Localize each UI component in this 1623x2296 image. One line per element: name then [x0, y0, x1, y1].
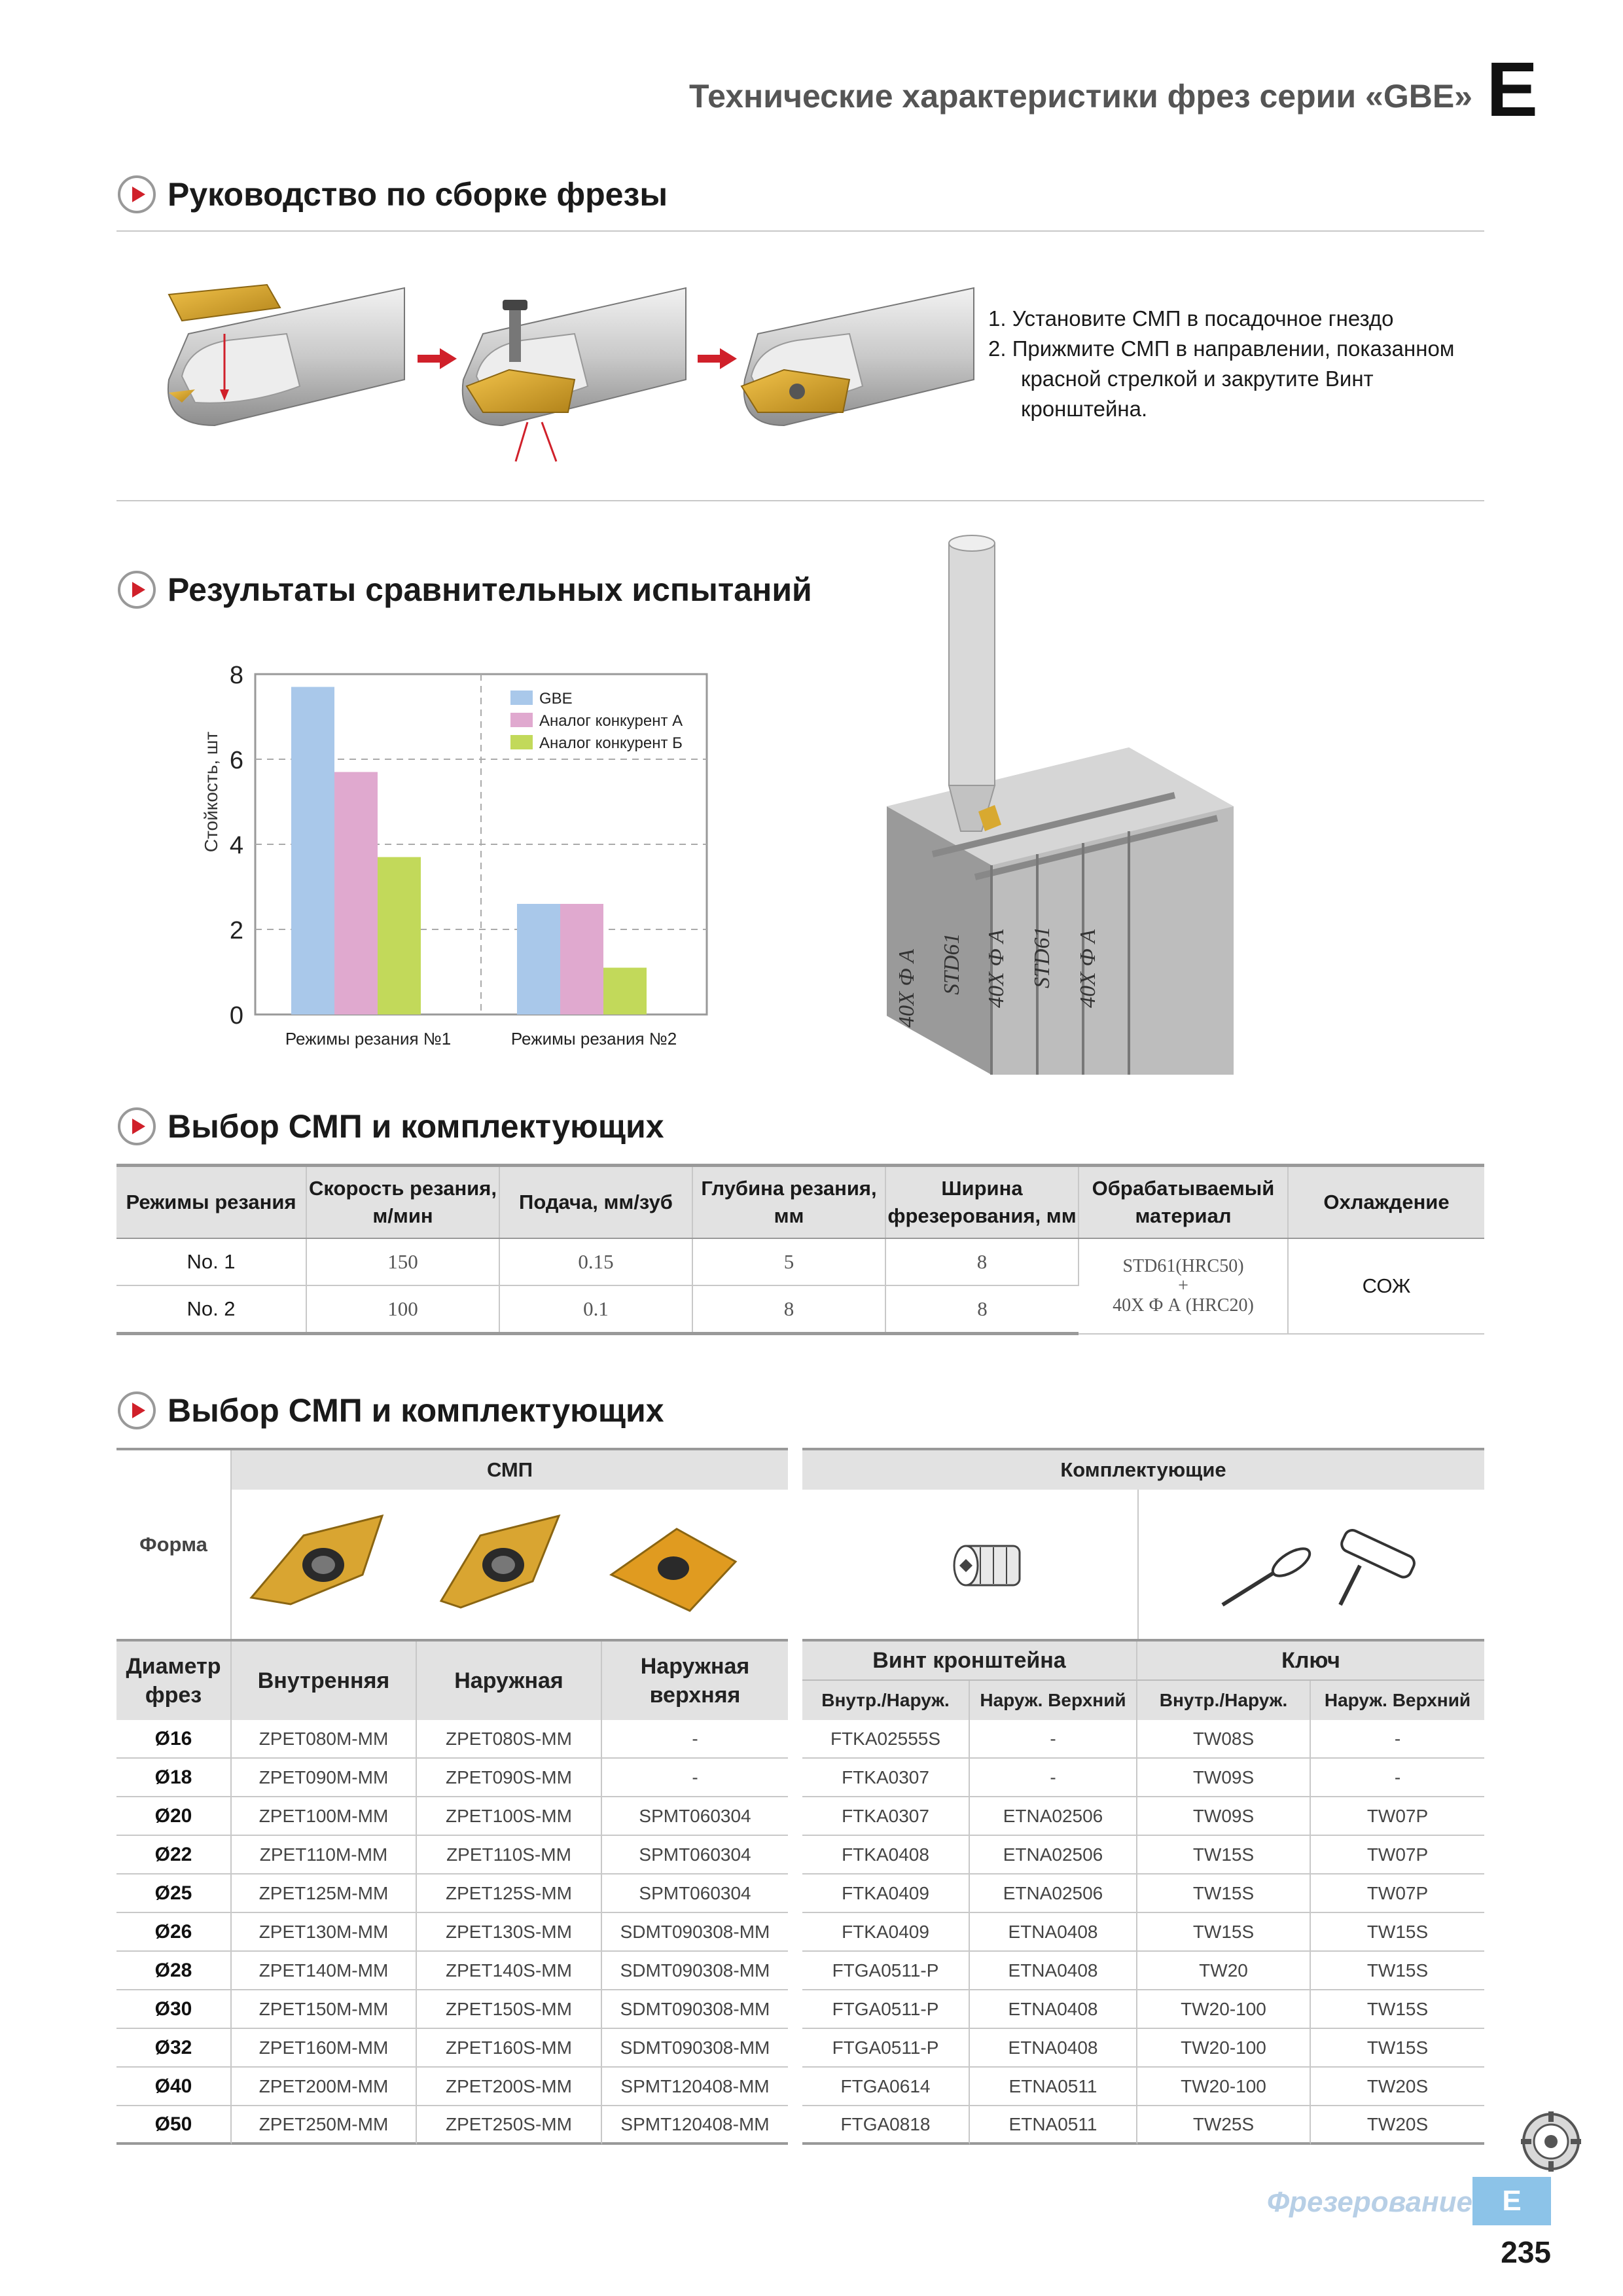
- y-tick-label: 2: [229, 917, 243, 944]
- section-assembly-heading: [118, 171, 668, 217]
- diameter-cell: Ø32: [116, 2029, 232, 2068]
- assembly-steps: [988, 304, 1499, 424]
- section-inserts-heading: [118, 1388, 664, 1433]
- table-row: [116, 1913, 1484, 1952]
- table-cell: FTGA0511-P: [802, 2029, 970, 2068]
- table-row: [116, 1952, 1484, 1990]
- table-cell: ZPET200M-MM: [232, 2068, 417, 2106]
- table-cell: -: [602, 1720, 788, 1759]
- bar: [603, 968, 647, 1015]
- table-cell: ZPET200S-MM: [417, 2068, 602, 2106]
- table-cell: ZPET090M-MM: [232, 1759, 417, 1797]
- table-cell: ETNA0408: [970, 1952, 1137, 1990]
- table-cell: ZPET250S-MM: [417, 2106, 602, 2145]
- screw-sub-outtop: Наруж. Верхний: [970, 1681, 1137, 1720]
- header-cell: Режимы резания: [116, 1166, 306, 1239]
- table-cell: ZPET110S-MM: [417, 1836, 602, 1874]
- inner-header: Внутренняя: [232, 1641, 417, 1720]
- accessories-header: Комплектующие: [802, 1450, 1484, 1490]
- table-row: [116, 1836, 1484, 1874]
- bar: [334, 772, 378, 1015]
- y-tick-label: 8: [229, 662, 243, 689]
- table-cell: ZPET140S-MM: [417, 1952, 602, 1990]
- table-cell: TW07P: [1311, 1797, 1484, 1836]
- table-cell: FTKA0307: [802, 1759, 970, 1797]
- table-cell: FTGA0511-P: [802, 1952, 970, 1990]
- mode-cell: No. 2: [116, 1285, 306, 1334]
- table-cell: FTKA0408: [802, 1836, 970, 1874]
- section-title: Выбор СМП и комплектующих: [168, 1108, 664, 1145]
- diameter-header: Диаметр фрез: [116, 1641, 232, 1720]
- table-cell: -: [602, 1759, 788, 1797]
- table-cell: ETNA0511: [970, 2106, 1137, 2145]
- table-cell: -: [1311, 1759, 1484, 1797]
- table-cell: TW15S: [1311, 1952, 1484, 1990]
- table-cell: -: [970, 1759, 1137, 1797]
- width-cell: 8: [885, 1285, 1079, 1334]
- table-cell: ZPET125M-MM: [232, 1874, 417, 1913]
- bar: [291, 687, 334, 1015]
- outer-header: Наружная: [417, 1641, 602, 1720]
- legend-swatch: [510, 735, 533, 749]
- diameter-cell: Ø18: [116, 1759, 232, 1797]
- width-cell: 8: [885, 1238, 1079, 1285]
- header-cell: Скорость резания, м/мин: [306, 1166, 499, 1239]
- table-cell: TW15S: [1311, 1990, 1484, 2029]
- table-cell: ZPET110M-MM: [232, 1836, 417, 1874]
- play-icon: [118, 175, 156, 213]
- diameter-cell: Ø50: [116, 2106, 232, 2145]
- depth-cell: 8: [692, 1285, 885, 1334]
- header-cell: Подача, мм/зуб: [499, 1166, 692, 1239]
- page-number: 235: [1501, 2235, 1551, 2269]
- table-cell: TW08S: [1137, 1720, 1311, 1759]
- section-letter: E: [1486, 46, 1538, 133]
- material-line: 40Х Ф А (HRC20): [1113, 1295, 1254, 1316]
- outer-top-header: Наружная верхняя: [602, 1641, 788, 1720]
- diameter-cell: Ø40: [116, 2068, 232, 2106]
- table-cell: ZPET125S-MM: [417, 1874, 602, 1913]
- section-title: Выбор СМП и комплектующих: [168, 1392, 664, 1429]
- legend-label: GBE: [539, 690, 573, 708]
- table-cell: FTKA0409: [802, 1874, 970, 1913]
- table-cell: ZPET100M-MM: [232, 1797, 417, 1836]
- footer-section-name: Фрезерование: [1266, 2186, 1472, 2218]
- comparison-chart: [190, 661, 746, 1054]
- table-cell: TW20-100: [1137, 2029, 1311, 2068]
- table-cell: SDMT090308-MM: [602, 1952, 788, 1990]
- table-cell: TW15S: [1137, 1874, 1311, 1913]
- table-cell: ZPET150S-MM: [417, 1990, 602, 2029]
- diameter-cell: Ø25: [116, 1874, 232, 1913]
- bar: [378, 857, 421, 1015]
- play-icon: [118, 1391, 156, 1429]
- legend-label: Аналог конкурент А: [539, 712, 683, 730]
- table-row: [116, 1238, 1484, 1285]
- table-row: [116, 1720, 1484, 1759]
- table-cell: SPMT060304: [602, 1836, 788, 1874]
- diameter-cell: Ø28: [116, 1952, 232, 1990]
- table-cell: ZPET130S-MM: [417, 1913, 602, 1952]
- table-cell: ZPET090S-MM: [417, 1759, 602, 1797]
- cutting-conditions-table: [116, 1164, 1484, 1335]
- insert-outer-image: [441, 1516, 559, 1607]
- feed-cell: 0.1: [499, 1285, 692, 1334]
- table-row: [116, 1874, 1484, 1913]
- table-cell: SPMT060304: [602, 1874, 788, 1913]
- insert-inner-image: [251, 1516, 382, 1604]
- bar: [517, 904, 560, 1014]
- legend-swatch: [510, 713, 533, 727]
- table-cell: TW15S: [1137, 1913, 1311, 1952]
- key-icon: [1209, 1507, 1425, 1624]
- table-cell: ZPET160M-MM: [232, 2029, 417, 2068]
- table-cell: TW07P: [1311, 1836, 1484, 1874]
- depth-cell: 5: [692, 1238, 885, 1285]
- y-tick-label: 6: [229, 747, 243, 774]
- table-cell: ETNA0408: [970, 1990, 1137, 2029]
- tool-step-2: [463, 288, 686, 461]
- header-cell: Обрабатываемый материал: [1079, 1166, 1288, 1239]
- table-cell: SDMT090308-MM: [602, 2029, 788, 2068]
- table-cell: TW15S: [1311, 2029, 1484, 2068]
- key-sub-outtop: Наруж. Верхний: [1311, 1681, 1484, 1720]
- table-cell: ETNA02506: [970, 1874, 1137, 1913]
- table-cell: TW20: [1137, 1952, 1311, 1990]
- table-cell: TW25S: [1137, 2106, 1311, 2145]
- table-cell: TW07P: [1311, 1874, 1484, 1913]
- table-cell: FTGA0511-P: [802, 1990, 970, 2029]
- tool-step-1: [168, 285, 404, 425]
- divider: [116, 500, 1484, 501]
- assembly-step-1: 1. Установите СМП в посадочное гнездо: [988, 306, 1394, 331]
- arrow-1: [418, 348, 457, 369]
- table-cell: ZPET100S-MM: [417, 1797, 602, 1836]
- form-label: Форма: [116, 1450, 232, 1639]
- section-conditions-heading: [118, 1103, 664, 1149]
- workpiece-label: STD61: [1030, 926, 1054, 988]
- y-tick-label: 4: [229, 832, 243, 859]
- assembly-illustration: [116, 262, 987, 471]
- header-cell: Охлаждение: [1288, 1166, 1484, 1239]
- table-cell: ZPET130M-MM: [232, 1913, 417, 1952]
- table-cell: -: [970, 1720, 1137, 1759]
- inserts-table: [116, 1448, 1484, 2148]
- table-cell: TW09S: [1137, 1759, 1311, 1797]
- table-row: [116, 2029, 1484, 2068]
- table-cell: ZPET160S-MM: [417, 2029, 602, 2068]
- table-cell: SPMT120408-MM: [602, 2068, 788, 2106]
- section-title: Руководство по сборке фрезы: [168, 176, 668, 213]
- table-cell: ZPET150M-MM: [232, 1990, 417, 2029]
- table-cell: TW09S: [1137, 1797, 1311, 1836]
- workpiece-illustration: [877, 524, 1243, 1086]
- diameter-cell: Ø22: [116, 1836, 232, 1874]
- assembly-step-2: 2. Прижмите СМП в направлении, показанном красной стрелкой и закрутите Винт кронштейна.: [988, 336, 1455, 421]
- speed-cell: 150: [306, 1238, 499, 1285]
- y-tick-label: 0: [229, 1002, 243, 1030]
- diameter-cell: Ø20: [116, 1797, 232, 1836]
- table-cell: ETNA02506: [970, 1797, 1137, 1836]
- insert-shapes: [232, 1490, 788, 1639]
- table-cell: FTKA02555S: [802, 1720, 970, 1759]
- material-line: +: [1178, 1275, 1188, 1296]
- legend-label: Аналог конкурент Б: [539, 734, 683, 752]
- table-cell: -: [1311, 1720, 1484, 1759]
- table-cell: FTKA0409: [802, 1913, 970, 1952]
- table-cell: TW15S: [1137, 1836, 1311, 1874]
- material-cell: [1079, 1238, 1288, 1334]
- footer-section-letter: E: [1472, 2177, 1551, 2225]
- y-axis-label: Стойкость, шт: [201, 731, 221, 853]
- workpiece-label: 40Х Ф А: [1076, 929, 1100, 1008]
- play-icon: [118, 1107, 156, 1145]
- bar: [560, 904, 603, 1014]
- feed-cell: 0.15: [499, 1238, 692, 1285]
- mode-cell: No. 1: [116, 1238, 306, 1285]
- screw-header: Винт кронштейна: [802, 1641, 1137, 1681]
- diameter-cell: Ø16: [116, 1720, 232, 1759]
- smp-header: СМП: [232, 1450, 788, 1490]
- cooling-cell: СОЖ: [1288, 1238, 1484, 1334]
- table-header-row: [116, 1166, 1484, 1239]
- section-title: Результаты сравнительных испытаний: [168, 571, 812, 608]
- header-cell: Ширина фрезерования, мм: [885, 1166, 1079, 1239]
- table-row: [116, 1759, 1484, 1797]
- table-cell: TW20S: [1311, 2106, 1484, 2145]
- divider: [116, 230, 1484, 232]
- milling-cutter-icon: [1518, 2109, 1584, 2174]
- table-row: [116, 1990, 1484, 2029]
- table-cell: SDMT090308-MM: [602, 1913, 788, 1952]
- play-icon: [118, 571, 156, 609]
- table-cell: FTGA0614: [802, 2068, 970, 2106]
- table-cell: TW20S: [1311, 2068, 1484, 2106]
- speed-cell: 100: [306, 1285, 499, 1334]
- table-cell: SPMT120408-MM: [602, 2106, 788, 2145]
- legend-swatch: [510, 691, 533, 705]
- table-cell: SDMT090308-MM: [602, 1990, 788, 2029]
- table-cell: TW20-100: [1137, 1990, 1311, 2029]
- table-row: [116, 2068, 1484, 2106]
- table-cell: ETNA0408: [970, 1913, 1137, 1952]
- table-row: [116, 1797, 1484, 1836]
- workpiece-label: STD61: [940, 933, 964, 995]
- table-cell: ETNA0408: [970, 2029, 1137, 2068]
- page-title: Технические характеристики фрез серии «GBE»: [689, 78, 1472, 115]
- key-header: Ключ: [1137, 1641, 1484, 1681]
- table-cell: SPMT060304: [602, 1797, 788, 1836]
- workpiece-label: 40Х Ф А: [984, 929, 1008, 1008]
- insert-top-image: [611, 1529, 736, 1611]
- diameter-cell: Ø26: [116, 1913, 232, 1952]
- table-cell: ZPET080S-MM: [417, 1720, 602, 1759]
- diameter-cell: Ø30: [116, 1990, 232, 2029]
- table-cell: FTKA0307: [802, 1797, 970, 1836]
- arrow-2: [698, 348, 737, 369]
- material-line: STD61(HRC50): [1122, 1255, 1244, 1276]
- screw-icon: [941, 1513, 1137, 1618]
- table-cell: ZPET250M-MM: [232, 2106, 417, 2145]
- workpiece-label: 40Х Ф А: [895, 949, 919, 1028]
- table-cell: ZPET080M-MM: [232, 1720, 417, 1759]
- header-cell: Глубина резания, мм: [692, 1166, 885, 1239]
- table-cell: ETNA0511: [970, 2068, 1137, 2106]
- table-cell: ZPET140M-MM: [232, 1952, 417, 1990]
- table-cell: ETNA02506: [970, 1836, 1137, 1874]
- section-tests-heading: [118, 567, 812, 613]
- table-cell: TW15S: [1311, 1913, 1484, 1952]
- key-sub-inout: Внутр./Наруж.: [1137, 1681, 1311, 1720]
- tool-step-3: [741, 288, 974, 425]
- table-cell: FTGA0818: [802, 2106, 970, 2145]
- table-row: [116, 2106, 1484, 2145]
- x-category-label: Режимы резания №1: [285, 1029, 452, 1049]
- x-category-label: Режимы резания №2: [510, 1029, 677, 1049]
- table-cell: TW20-100: [1137, 2068, 1311, 2106]
- screw-sub-inout: Внутр./Наруж.: [802, 1681, 970, 1720]
